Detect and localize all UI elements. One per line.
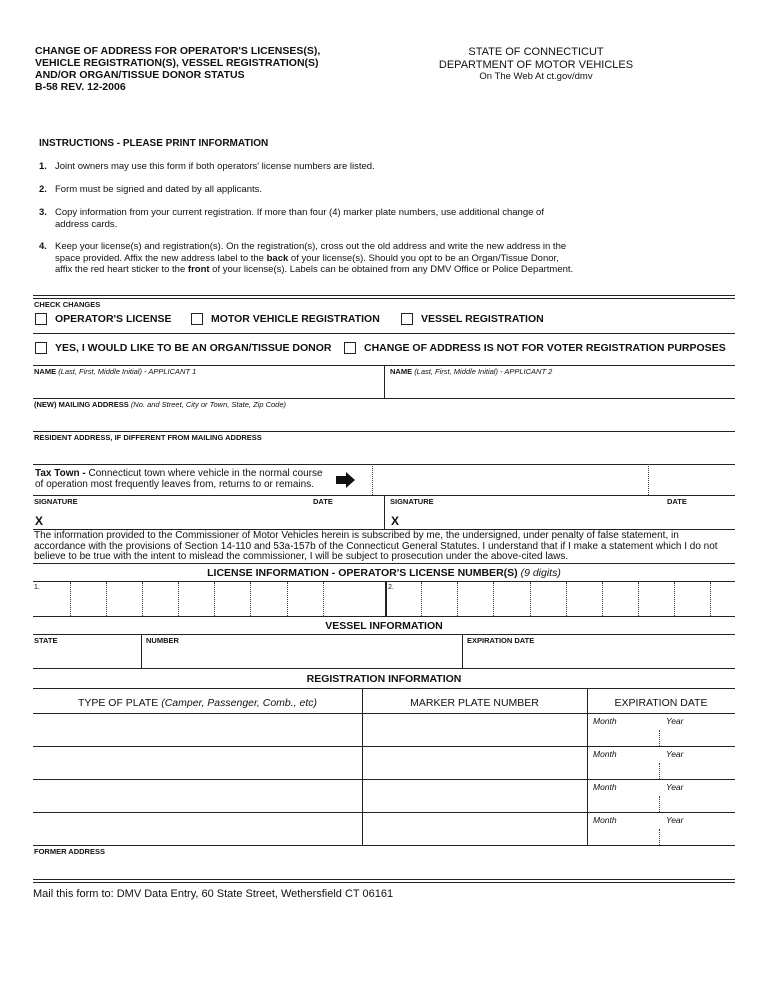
rule <box>33 563 735 564</box>
divider <box>587 688 588 846</box>
column-hint: (Camper, Passenger, Comb., etc) <box>161 697 318 709</box>
instruction-line: space provided. Affix the new address label to the <box>55 252 267 264</box>
registration-info-title: REGISTRATION INFORMATION <box>306 673 462 685</box>
title-line-1: CHANGE OF ADDRESS FOR OPERATOR'S LICENSES(S), <box>35 45 321 57</box>
tax-town-text: of operation most frequently leaves from, returns to or remains. <box>35 479 315 490</box>
vessel-checkbox[interactable] <box>401 313 544 325</box>
digit-divider <box>70 582 71 616</box>
dotted-divider <box>659 796 660 812</box>
checkbox-box[interactable] <box>344 342 356 354</box>
vessel-number-field[interactable]: NUMBER <box>146 636 179 645</box>
dotted-divider <box>659 763 660 779</box>
year-label: Year <box>666 716 684 726</box>
divider <box>462 634 463 668</box>
license-number-1-input[interactable] <box>34 583 382 615</box>
digit-divider <box>530 582 531 616</box>
license-number-2-label: 2. <box>388 584 394 591</box>
vessel-state-field[interactable]: STATE <box>34 636 58 645</box>
section-title: LICENSE INFORMATION - OPERATOR'S LICENSE NUMBER(S) <box>207 567 518 579</box>
instruction-line: Copy information from your current registration. If more than four (4) marker plate numbers, use additional change of <box>55 207 544 218</box>
year-label: Year <box>666 815 684 825</box>
digit-divider <box>457 582 458 616</box>
rule <box>33 882 735 883</box>
divider <box>385 582 387 616</box>
rule <box>33 431 735 432</box>
former-address-field[interactable]: FORMER ADDRESS <box>34 847 105 856</box>
instruction-text: Form must be signed and dated by all applicants. <box>55 184 263 195</box>
instruction-line: Keep your license(s) and registration(s). On the registration(s), cross out the old address and write the new address in the <box>55 241 567 252</box>
digit-divider <box>674 582 675 616</box>
check-changes-label: CHECK CHANGES <box>34 300 101 309</box>
year-label: Year <box>666 749 684 759</box>
rule <box>33 333 735 334</box>
instruction-number: 3. <box>39 207 47 218</box>
field-hint: (No. and Street, City or Town, State, Zip Code) <box>130 400 287 409</box>
tax-town-text: Connecticut town where vehicle in the normal course <box>85 468 323 479</box>
instruction-number: 1. <box>39 161 47 172</box>
divider <box>141 634 142 668</box>
instruction-line: affix the red heart sticker to the <box>55 264 188 275</box>
tax-town-label: Tax Town - <box>35 468 86 479</box>
divider <box>384 495 385 530</box>
rule <box>33 398 735 399</box>
legal-statement <box>34 531 739 563</box>
tax-town-input[interactable] <box>375 466 645 493</box>
date-label: DATE <box>313 497 333 506</box>
arrow-right-icon <box>336 472 356 488</box>
rule <box>33 668 735 669</box>
instruction-item-4 <box>39 241 629 276</box>
digit-divider <box>421 582 422 616</box>
digit-divider <box>602 582 603 616</box>
checkbox-label: OPERATOR'S LICENSE <box>55 313 172 325</box>
checkbox-label: CHANGE OF ADDRESS IS NOT FOR VOTER REGISTRATION PURPOSES <box>364 342 726 354</box>
instruction-number: 4. <box>39 241 47 252</box>
checkbox-box[interactable] <box>191 313 203 325</box>
mailing-address-field[interactable] <box>34 400 286 409</box>
title-line-3: AND/OR ORGAN/TISSUE DONOR STATUS <box>35 69 245 81</box>
plate-type-input[interactable] <box>34 747 361 779</box>
statement-line: The information provided to the Commissioner of Motor Vehicles herein is subscribed by me, the undersigned, under penalty of false statement, in <box>34 530 679 541</box>
license-number-1-label: 1. <box>34 584 40 591</box>
checkbox-label: YES, I WOULD LIKE TO BE AN ORGAN/TISSUE DONOR <box>55 342 332 354</box>
digit-divider <box>214 582 215 616</box>
section-hint: (9 digits) <box>520 567 561 579</box>
rule <box>33 688 735 689</box>
rule <box>33 581 735 582</box>
checkbox-box[interactable] <box>35 342 47 354</box>
field-hint: (Last, First, Middle Initial) - APPLICANT 1 <box>58 367 197 376</box>
digit-divider <box>178 582 179 616</box>
month-label: Month <box>593 815 617 825</box>
rule <box>33 634 735 635</box>
marker-plate-input[interactable] <box>363 747 586 779</box>
expiration-date-header: EXPIRATION DATE <box>614 697 708 709</box>
emphasis-front: front <box>187 264 210 275</box>
statement-line: believe to be true with the intent to mislead the commissioner, I will be subject to prosecution under the above-cited laws. <box>34 551 569 562</box>
digit-divider <box>566 582 567 616</box>
divider <box>384 365 385 398</box>
digit-divider <box>323 582 324 616</box>
vessel-info-title: VESSEL INFORMATION <box>325 620 443 632</box>
plate-type-input[interactable] <box>34 813 361 845</box>
voter-registration-checkbox[interactable] <box>344 342 726 354</box>
motor-vehicle-checkbox[interactable] <box>191 313 380 325</box>
agency-header <box>420 46 652 84</box>
rule <box>33 845 735 846</box>
field-label: NAME <box>390 367 413 376</box>
plate-type-input[interactable] <box>34 780 361 812</box>
emphasis-back: back <box>266 252 289 264</box>
marker-plate-input[interactable] <box>363 813 586 845</box>
tax-town-description <box>35 468 323 490</box>
web-address: On The Web At ct.gov/dmv <box>479 71 593 82</box>
field-label: NAME <box>34 367 57 376</box>
vessel-expiration-field[interactable]: EXPIRATION DATE <box>467 636 535 645</box>
resident-address-field[interactable]: RESIDENT ADDRESS, IF DIFFERENT FROM MAILING ADDRESS <box>34 433 262 442</box>
checkbox-label: VESSEL REGISTRATION <box>421 313 544 325</box>
marker-plate-input[interactable] <box>363 714 586 746</box>
name-applicant-2-field[interactable] <box>390 367 552 376</box>
operators-license-checkbox[interactable] <box>35 313 171 325</box>
department-name: DEPARTMENT OF MOTOR VEHICLES <box>438 58 634 71</box>
digit-divider <box>710 582 711 616</box>
instruction-item-1 <box>39 161 629 173</box>
instruction-text <box>55 207 544 230</box>
instruction-number: 2. <box>39 184 47 195</box>
rule <box>33 879 735 880</box>
signature-label: SIGNATURE <box>390 497 434 506</box>
checkbox-label: MOTOR VEHICLE REGISTRATION <box>211 313 380 325</box>
rule <box>33 298 735 299</box>
dotted-divider <box>372 464 373 495</box>
rule <box>33 464 735 465</box>
mailing-instructions: Mail this form to: DMV Data Entry, 60 State Street, Wethersfield CT 06161 <box>33 888 394 900</box>
form-title <box>35 45 320 93</box>
digit-divider <box>142 582 143 616</box>
marker-plate-input[interactable] <box>363 780 586 812</box>
dotted-divider <box>648 464 649 495</box>
month-label: Month <box>593 749 617 759</box>
organ-donor-checkbox[interactable] <box>35 342 332 354</box>
rule <box>33 616 735 617</box>
instruction-line: address cards. <box>55 218 118 230</box>
field-label: (NEW) MAILING ADDRESS <box>34 400 129 409</box>
month-label: Month <box>593 782 617 792</box>
license-info-title <box>33 567 735 579</box>
instruction-text <box>55 241 573 276</box>
instruction-line: of your license(s). Labels can be obtained from any DMV Office or Police Department. <box>209 264 574 275</box>
dotted-divider <box>659 829 660 845</box>
name-applicant-1-field[interactable] <box>34 367 196 376</box>
instruction-item-3 <box>39 207 629 230</box>
digit-divider <box>250 582 251 616</box>
statement-line: accordance with the provisions of Section 14-110 and 53a-157b of the Connecticut General Statutes. I understand that if I make a statement which I do not <box>34 540 718 552</box>
month-label: Month <box>593 716 617 726</box>
instruction-item-2 <box>39 184 629 196</box>
checkbox-box[interactable] <box>401 313 413 325</box>
date-label: DATE <box>667 497 687 506</box>
signature-label: SIGNATURE <box>34 497 78 506</box>
plate-type-input[interactable] <box>34 714 361 746</box>
rule <box>33 295 735 296</box>
digit-divider <box>638 582 639 616</box>
digit-divider <box>106 582 107 616</box>
year-label: Year <box>666 782 684 792</box>
instruction-text: Joint owners may use this form if both operators' license numbers are listed. <box>55 161 375 172</box>
dotted-divider <box>659 730 660 746</box>
field-hint: (Last, First, Middle Initial) - APPLICANT 2 <box>414 367 553 376</box>
title-line-2: VEHICLE REGISTRATION(S), VESSEL REGISTRATION(S) <box>35 57 319 69</box>
signature-field-2[interactable]: X <box>391 514 400 528</box>
column-label: TYPE OF PLATE <box>77 697 159 709</box>
type-of-plate-header <box>33 697 362 709</box>
state-name: STATE OF CONNECTICUT <box>468 46 604 58</box>
instruction-line: of your license(s). Should you opt to be an Organ/Tissue Donor, <box>288 252 559 264</box>
license-number-2-input[interactable] <box>388 583 734 615</box>
digit-divider <box>287 582 288 616</box>
form-number: B-58 REV. 12-2006 <box>35 81 126 93</box>
instructions-title: INSTRUCTIONS - PLEASE PRINT INFORMATION <box>39 138 269 149</box>
checkbox-box[interactable] <box>35 313 47 325</box>
marker-plate-header: MARKER PLATE NUMBER <box>410 697 539 709</box>
digit-divider <box>493 582 494 616</box>
signature-field-1[interactable]: X <box>35 514 44 528</box>
